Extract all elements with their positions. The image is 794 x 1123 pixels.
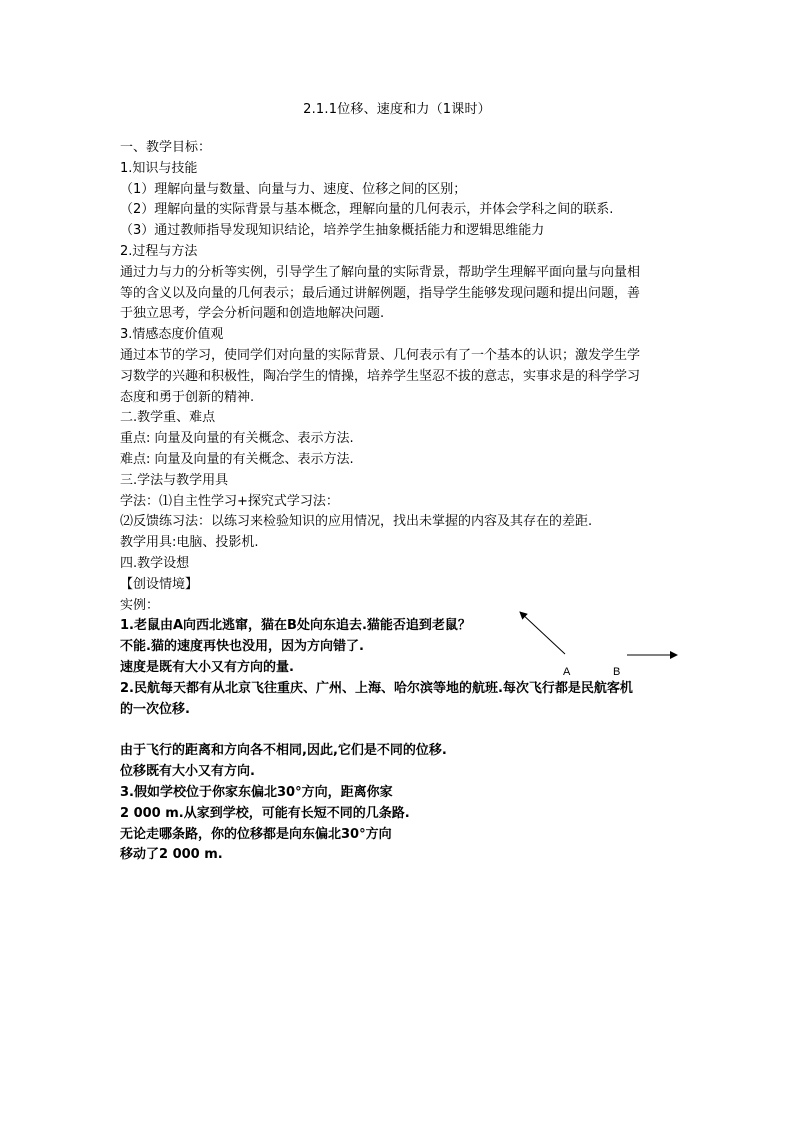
blank-line: [120, 720, 680, 741]
bold-text-line: 位移既有大小又有方向.: [120, 764, 255, 780]
text-line: 难点: 向量及向量的有关概念、表示方法.: [120, 451, 354, 467]
document-body: [120, 138, 680, 866]
bold-text-line: 不能.猫的速度再快也没用，因为方向错了.: [120, 639, 364, 655]
text-line: 四.教学设想: [120, 555, 190, 571]
text-line: 实例：: [120, 597, 160, 613]
text-line: 学法：⑴自主性学习+探究式学习法：: [120, 493, 339, 509]
text-line: 态度和勇于创新的精神.: [120, 389, 255, 405]
text-line: 于独立思考，学会分析问题和创造地解决问题.: [120, 306, 385, 322]
text-line: 2.过程与方法: [120, 243, 198, 259]
point-a-label: A: [563, 666, 571, 678]
text-line: （1）理解向量与数量、向量与力、速度、位移之间的区别；: [120, 181, 467, 197]
text-line: 教学用具:电脑、投影机.: [120, 535, 259, 551]
bold-text-line: 无论走哪条路，你的位移都是向东偏北30°方向: [120, 826, 392, 842]
bold-text-line: 2 000 m.从家到学校，可能有长短不同的几条路.: [120, 805, 410, 821]
text-line: 3.情感态度价值观: [120, 327, 224, 343]
text-line: 等的含义以及向量的几何表示；最后通过讲解例题，指导学生能够发现问题和提出问题，善: [120, 285, 641, 301]
text-line: 三.学法与教学用具: [120, 472, 229, 488]
text-line: 重点: 向量及向量的有关概念、表示方法.: [120, 431, 354, 447]
text-line: 通过本节的学习，使同学们对向量的实际背景、几何表示有了一个基本的认识；激发学生学: [120, 347, 641, 363]
text-line: 习数学的兴趣和积极性，陶冶学生的情操，培养学生坚忍不拔的意志，实事求是的科学学习: [120, 368, 641, 384]
bold-text-line: 2.民航每天都有从北京飞往重庆、广州、上海、哈尔滨等地的航班.每次飞行都是民航客机: [120, 680, 633, 696]
mouse-vector-arrow: [520, 612, 565, 654]
text-line: 通过力与力的分析等实例，引导学生了解向量的实际背景，帮助学生理解平面向量与向量相: [120, 264, 641, 280]
vector-diagram: [515, 608, 680, 680]
text-line: （2）理解向量的实际背景与基本概念，理解向量的几何表示，并体会学科之间的联系.: [120, 202, 614, 218]
text-line: 【创设情境】: [120, 576, 199, 592]
page-title: 2.1.1位移、速度和力（1课时）: [303, 102, 491, 117]
bold-text-line: 速度是既有大小又有方向的量.: [120, 659, 294, 675]
text-line: 二.教学重、难点: [120, 410, 216, 426]
text-line: 一、教学目标：: [120, 140, 212, 155]
text-line: （3）通过教师指导发现知识结论，培养学生抽象概括能力和逻辑思维能力: [120, 223, 545, 239]
bold-text-line: 移动了2 000 m.: [120, 847, 223, 863]
text-line: ⑵反馈练习法：以练习来检验知识的应用情况，找出未掌握的内容及其存在的差距.: [120, 514, 593, 530]
bold-text-line: 由于飞行的距离和方向各不相同,因此,它们是不同的位移.: [120, 743, 447, 759]
bold-text-line: 的一次位移.: [120, 701, 190, 717]
bold-text-line: 1.老鼠由A向西北逃窜，猫在B处向东追去.猫能否追到老鼠？: [120, 618, 471, 634]
bold-text-line: 3.假如学校位于你家东偏北30°方向，距离你家: [120, 784, 393, 800]
text-line: 1.知识与技能: [120, 160, 198, 176]
point-b-label: B: [613, 666, 621, 678]
